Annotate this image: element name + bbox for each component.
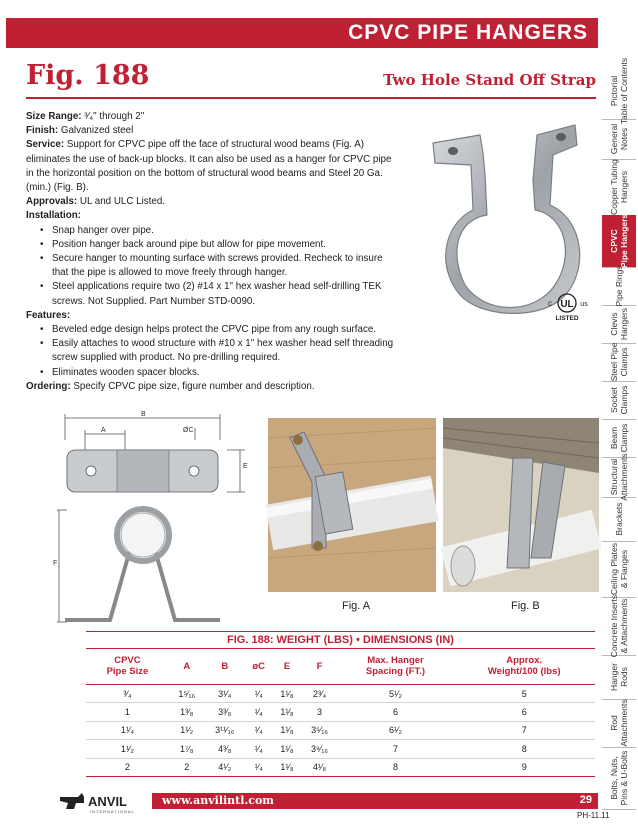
side-tab[interactable] xyxy=(602,119,636,160)
table-cell: 1⁷⁄₈ xyxy=(169,740,205,758)
dim-label-f: F xyxy=(53,560,58,567)
table-cell: 1¹⁄₈ xyxy=(273,685,302,703)
side-tab-label: Copper Tubing Hangers xyxy=(609,159,629,215)
table-cell: 6 xyxy=(453,703,595,721)
side-tab[interactable] xyxy=(602,159,636,216)
side-tab[interactable] xyxy=(602,541,636,598)
size-range-value: ³⁄₄" through 2" xyxy=(81,111,145,122)
table-cell: 8 xyxy=(338,758,454,776)
table-cell: 7 xyxy=(453,721,595,739)
table-cell: 6¹⁄₂ xyxy=(338,721,454,739)
table-cell: 1³⁄₈ xyxy=(169,703,205,721)
side-tab-label: Ceiling Plates & Flanges xyxy=(609,543,629,595)
logo-subtext: INTERNATIONAL xyxy=(90,809,135,814)
column-header: A xyxy=(169,648,205,685)
table-cell: ¹⁄₄ xyxy=(245,721,273,739)
approvals-label: Approvals: xyxy=(26,196,78,208)
table-cell: 7 xyxy=(338,740,454,758)
table-cell: 1¹⁄₂ xyxy=(86,740,169,758)
side-tab-label: Clevis Hangers xyxy=(609,307,629,341)
features-label: Features: xyxy=(26,309,71,321)
fig-a-photo xyxy=(268,418,436,592)
column-header: Approx. Weight/100 (lbs) xyxy=(453,648,595,685)
table-row xyxy=(86,685,595,703)
table-cell: 9 xyxy=(453,758,595,776)
table-cell: ¹⁄₄ xyxy=(245,740,273,758)
table-cell: 1¹⁄₈ xyxy=(273,703,302,721)
side-tab-label: Steel Pipe Clamps xyxy=(609,342,629,382)
ordering-label: Ordering: xyxy=(26,380,71,392)
side-tab-label: Brackets xyxy=(614,502,624,536)
side-tab[interactable] xyxy=(602,747,636,810)
data-table xyxy=(86,648,595,777)
list-item: • Steel applications require two (2) #14 x 1" hex washer head self-drilling TEK screws. Not Supplied. Part Number STD-0090. xyxy=(42,280,396,308)
side-tab[interactable] xyxy=(602,594,636,658)
table-cell: 3³⁄₈ xyxy=(205,703,245,721)
header-bar xyxy=(6,18,598,48)
side-tab[interactable] xyxy=(602,381,636,420)
side-tab-label: Rod Attachments xyxy=(609,699,629,747)
dimension-drawing xyxy=(55,410,280,635)
side-tab[interactable] xyxy=(602,453,636,501)
column-header: øC xyxy=(245,648,273,685)
column-header: B xyxy=(205,648,245,685)
table-cell: 1¹⁄₄ xyxy=(86,721,169,739)
dim-label-b: B xyxy=(141,411,146,418)
ul-listed-mark xyxy=(540,292,594,322)
ul-logo-text: UL xyxy=(560,299,574,310)
side-tab-label: Pipe Rings xyxy=(614,265,624,307)
side-tab-label: General Notes xyxy=(609,123,629,155)
installation-label: Installation: xyxy=(26,210,81,222)
fig-b-caption: Fig. B xyxy=(511,600,540,612)
product-photo xyxy=(425,105,585,315)
size-range-label: Size Range: xyxy=(26,111,82,122)
service-line xyxy=(26,138,396,195)
list-item: • Easily attaches to wood structure with #10 x 1" hex washer head self threading screw supplied with product. No pre-drilling required. xyxy=(42,337,396,365)
logo-text: ANVIL xyxy=(88,794,127,809)
side-tab[interactable] xyxy=(602,343,636,382)
side-tab-label: Structural Attachments xyxy=(609,453,629,501)
list-item: • Beveled edge design helps protect the CPVC pipe from any rough surface. xyxy=(42,323,396,337)
table-row xyxy=(86,703,595,721)
service-value: Support for CPVC pipe off the face of structural wood beams (Fig. A) eliminates the use of back-up blocks. It can also be used as a hanger for CPVC pipe in the horizontal position on the bottom of structural wood beams and Steel 20 Ga. (min.) (Fig. B). xyxy=(26,139,392,194)
figure-subtitle: Two Hole Stand Off Strap xyxy=(383,71,596,89)
ordering-value: Specify CPVC pipe size, figure number and description. xyxy=(70,380,315,392)
table-body xyxy=(86,685,595,777)
table-cell: 5 xyxy=(453,685,595,703)
table-row xyxy=(86,758,595,776)
dim-label-a: A xyxy=(101,427,106,434)
table-cell: 3⁹⁄₁₆ xyxy=(302,740,338,758)
table-cell: 3⁵⁄₁₆ xyxy=(302,721,338,739)
title-divider xyxy=(26,97,596,99)
installation-list xyxy=(26,224,396,309)
service-label: Service: xyxy=(26,139,65,151)
side-tab[interactable] xyxy=(602,305,636,344)
table-title: FIG. 188: WEIGHT (LBS) • DIMENSIONS (IN) xyxy=(86,631,595,649)
table-cell: 1¹⁄₈ xyxy=(273,721,302,739)
anvil-logo xyxy=(58,791,150,815)
dim-label-c: ØC xyxy=(183,427,194,434)
figure-title: Fig. 188 xyxy=(26,60,150,91)
column-header: Max. Hanger Spacing (FT.) xyxy=(338,648,454,685)
footer-url-link[interactable]: www.anvilintl.com xyxy=(162,794,274,807)
side-tab-label: Socket Clamps xyxy=(609,385,629,415)
side-tab-label: Beam Clamps xyxy=(609,423,629,453)
ul-listed-text: LISTED xyxy=(555,315,579,322)
spec-text xyxy=(26,110,396,394)
column-header: F xyxy=(302,648,338,685)
column-header: CPVC Pipe Size xyxy=(86,648,169,685)
table-row xyxy=(86,721,595,739)
table-cell: 1 xyxy=(86,703,169,721)
table-cell: 1¹⁄₂ xyxy=(169,721,205,739)
table-cell: 4¹⁄₈ xyxy=(302,758,338,776)
finish-value: Galvanized steel xyxy=(58,125,134,137)
side-tab[interactable] xyxy=(602,655,636,700)
size-range-line xyxy=(26,110,396,124)
fig-a-caption: Fig. A xyxy=(342,600,371,612)
table-cell: 2 xyxy=(169,758,205,776)
table-cell: ¹⁄₄ xyxy=(245,685,273,703)
side-tab-label: Hanger Rods xyxy=(609,663,629,691)
section-title: CPVC PIPE HANGERS xyxy=(348,21,588,44)
approvals-value: UL and ULC Listed. xyxy=(77,196,166,208)
table-cell: 1⁵⁄₁₆ xyxy=(169,685,205,703)
side-tab-index xyxy=(602,57,636,813)
list-item: • Eliminates wooden spacer blocks. xyxy=(42,366,396,380)
table-cell: ¹⁄₄ xyxy=(245,703,273,721)
fig-b-photo xyxy=(443,418,599,592)
table-header-row xyxy=(86,648,595,685)
list-item: • Snap hanger over pipe. xyxy=(42,224,396,238)
table-cell: 2³⁄₄ xyxy=(302,685,338,703)
side-tab[interactable] xyxy=(602,699,636,748)
finish-line xyxy=(26,124,396,138)
ul-us-text: us xyxy=(580,301,588,308)
footer-bar xyxy=(152,793,598,809)
table-cell: 6 xyxy=(338,703,454,721)
table-cell: ³⁄₄ xyxy=(86,685,169,703)
table-cell: 1¹⁄₈ xyxy=(273,758,302,776)
side-tab-label: Bolts, Nuts, Pins & U-Bolts xyxy=(609,750,629,806)
side-tab-label: Concrete Inserts & Attachments xyxy=(609,594,629,658)
ordering-line xyxy=(26,380,396,394)
list-item: • Position hanger back around pipe but allow for pipe movement. xyxy=(42,238,396,252)
features-list xyxy=(26,323,396,380)
table-cell: 3¹¹⁄₁₆ xyxy=(205,721,245,739)
table-cell: 4³⁄₈ xyxy=(205,740,245,758)
features-heading xyxy=(26,309,396,323)
table-cell: 5¹⁄₂ xyxy=(338,685,454,703)
table-cell: 8 xyxy=(453,740,595,758)
list-item: • Secure hanger to mounting surface with screws provided. Recheck to insure that the pipe is allowed to move freely through hanger. xyxy=(42,252,396,280)
side-tab-label: CPVC Pipe Hangers xyxy=(609,213,629,269)
side-tab[interactable] xyxy=(602,215,636,268)
page-number: 29 xyxy=(579,794,592,806)
page-code: PH-11.11 xyxy=(577,811,610,820)
table-cell: 3 xyxy=(302,703,338,721)
side-tab[interactable] xyxy=(602,57,636,125)
side-tab[interactable] xyxy=(602,267,636,306)
approvals-line xyxy=(26,195,396,209)
table-cell: 1¹⁄₈ xyxy=(273,740,302,758)
side-tab[interactable] xyxy=(602,419,636,458)
table-cell: 4¹⁄₂ xyxy=(205,758,245,776)
side-tab[interactable] xyxy=(602,497,636,542)
table-cell: 3¹⁄₄ xyxy=(205,685,245,703)
column-header: E xyxy=(273,648,302,685)
side-tab-label: Pictorial Table of Contents xyxy=(609,57,629,125)
table-row xyxy=(86,740,595,758)
table-cell: 2 xyxy=(86,758,169,776)
ul-c-text: c xyxy=(548,299,552,308)
installation-heading xyxy=(26,209,396,223)
dim-label-e: E xyxy=(243,463,248,470)
table-cell: ¹⁄₄ xyxy=(245,758,273,776)
finish-label: Finish: xyxy=(26,125,59,137)
